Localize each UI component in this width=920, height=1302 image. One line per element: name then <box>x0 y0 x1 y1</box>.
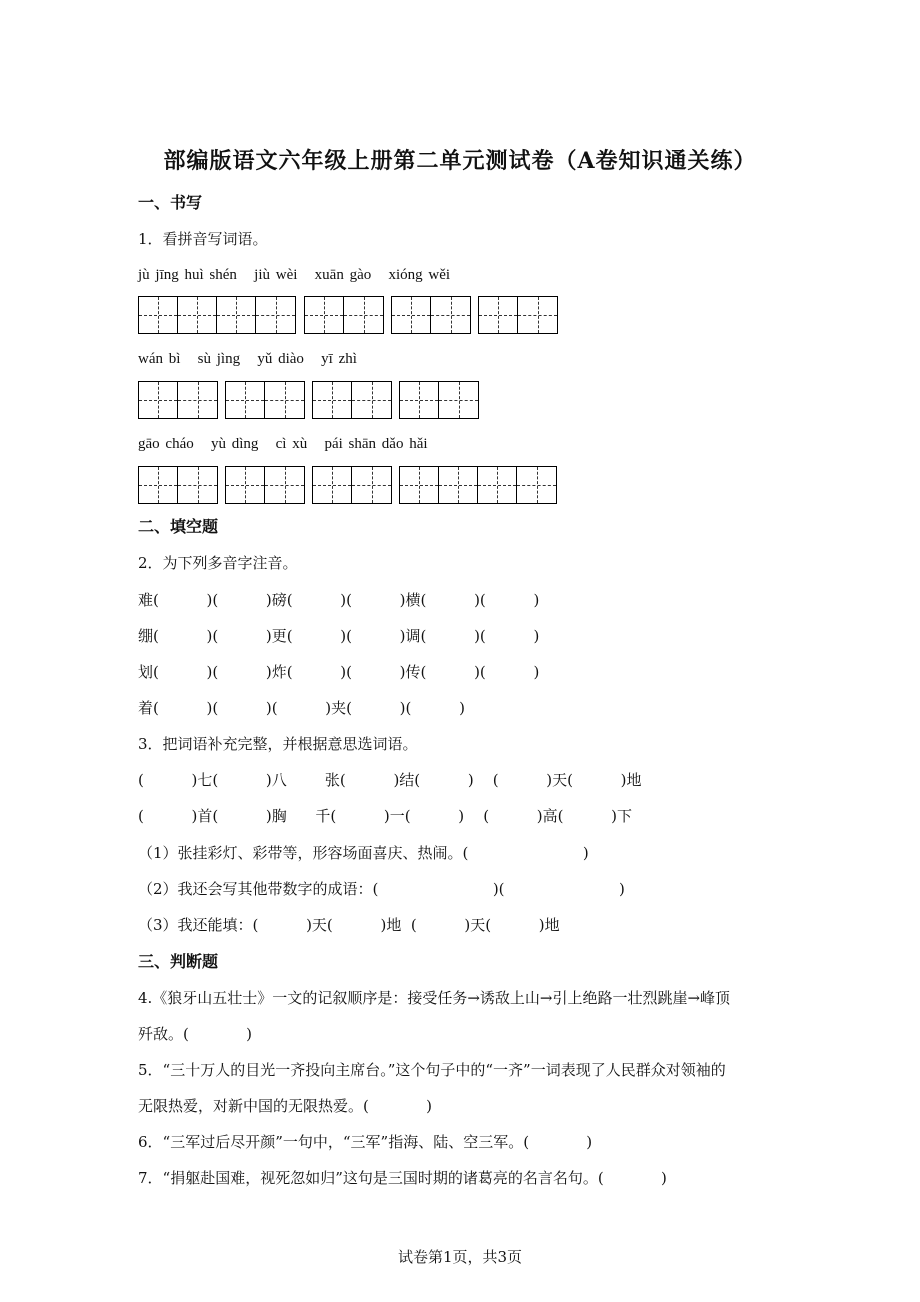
question-2-line: 划( )( )炸( )( )传( )( ) <box>138 663 540 681</box>
question-2-line: 绷( )( )更( )( )调( )( ) <box>138 627 540 645</box>
writing-grid[interactable] <box>312 381 392 419</box>
question-3-line: ( )首( )胸 千( )一( ) ( )高( )下 <box>138 807 632 825</box>
question-5-cont: 无限热爱，对新中国的无限热爱。( ) <box>138 1097 432 1115</box>
pinyin-row-3: gāo cháo yù dìng cì xù pái shān dǎo hǎi <box>138 436 428 452</box>
question-6: 6．“三军过后尽开颜”一句中，“三军”指海、陆、空三军。( ) <box>138 1133 593 1151</box>
writing-grid[interactable] <box>399 466 557 504</box>
section-heading-writing: 一、书写 <box>138 193 203 212</box>
question-3-line: （1）张挂彩灯、彩带等，形容场面喜庆、热闹。( ) <box>138 844 589 862</box>
question-2-line: 着( )( )( )夹( )( ) <box>138 699 465 717</box>
section-heading-fill-blank: 二、填空题 <box>138 517 219 536</box>
pinyin-row-1: jù jīng huì shén jiù wèi xuān gào xióng wěi <box>138 267 451 283</box>
question-3-line: ( )七( )八 张( )结( ) ( )天( )地 <box>138 771 642 789</box>
writing-grid[interactable] <box>138 466 218 504</box>
question-1: 1．看拼音写词语。 <box>138 230 268 248</box>
writing-grid[interactable] <box>225 466 305 504</box>
question-3-line: （3）我还能填：( )天( )地 ( )天( )地 <box>138 916 560 934</box>
writing-grid[interactable] <box>391 296 471 334</box>
writing-grid[interactable] <box>312 466 392 504</box>
writing-grid[interactable] <box>304 296 384 334</box>
writing-grid[interactable] <box>138 296 296 334</box>
question-4: 4.《狼牙山五壮士》一文的记叙顺序是：接受任务→诱敌上山→引上绝路一壮烈跳崖→峰顶 <box>138 989 731 1007</box>
page-title: 部编版语文六年级上册第二单元测试卷（A卷知识通关练） <box>163 148 757 174</box>
writing-grid[interactable] <box>399 381 479 419</box>
section-heading-judgement: 三、判断题 <box>138 952 219 971</box>
question-4-cont: 歼敌。( ) <box>138 1025 252 1043</box>
writing-grid[interactable] <box>478 296 558 334</box>
writing-grid[interactable] <box>138 381 218 419</box>
question-7: 7．“捐躯赴国难，视死忽如归”这句是三国时期的诸葛亮的名言名句。( ) <box>138 1169 667 1187</box>
question-2: 2．为下列多音字注音。 <box>138 554 298 572</box>
question-3: 3．把词语补充完整，并根据意思选词语。 <box>138 735 418 753</box>
question-5: 5．“三十万人的目光一齐投向主席台。”这个句子中的“一齐”一词表现了人民群众对领袖的 <box>138 1061 726 1079</box>
pinyin-row-2: wán bì sù jìng yǔ diào yī zhì <box>138 351 357 367</box>
question-2-line: 难( )( )磅( )( )横( )( ) <box>138 591 540 609</box>
page-footer: 试卷第1页，共3页 <box>397 1248 523 1266</box>
question-3-line: （2）我还会写其他带数字的成语：( )( ) <box>138 880 625 898</box>
writing-grid[interactable] <box>225 381 305 419</box>
